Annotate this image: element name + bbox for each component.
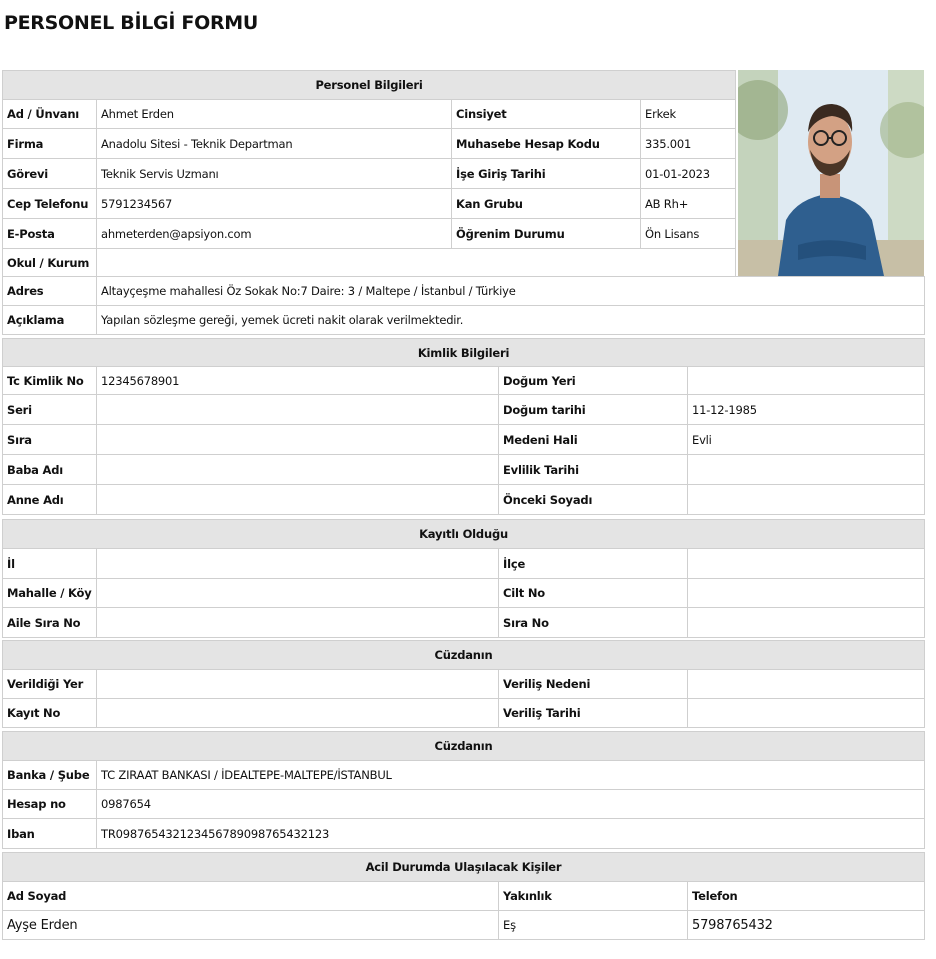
value-evlilik-tarihi xyxy=(688,455,925,485)
label-dogum-tarihi: Doğum tarihi xyxy=(499,395,688,425)
value-tc-kimlik-no: 12345678901 xyxy=(97,367,499,395)
value-dogum-tarihi: 11-12-1985 xyxy=(688,395,925,425)
section-header-kayitli: Kayıtlı Olduğu xyxy=(3,520,925,549)
value-iban: TR0987654321234567890987654321​23 xyxy=(97,819,925,849)
value-kayit-no xyxy=(97,699,499,728)
value-onceki-soyadi xyxy=(688,485,925,515)
label-sira-no: Sıra No xyxy=(499,608,688,638)
label-il: İl xyxy=(3,549,97,579)
value-sira xyxy=(97,425,499,455)
value-ad-unvani: Ahmet Erden xyxy=(97,100,452,129)
kayitli-table xyxy=(2,519,925,638)
value-sira-no xyxy=(688,608,925,638)
label-cep-telefonu: Cep Telefonu xyxy=(3,189,97,219)
value-anne-adi xyxy=(97,485,499,515)
adres-table xyxy=(2,276,925,335)
section-header-kimlik: Kimlik Bilgileri xyxy=(3,339,925,367)
label-verilis-tarihi: Veriliş Tarihi xyxy=(499,699,688,728)
value-dogum-yeri xyxy=(688,367,925,395)
value-muhasebe-hesap-kodu: 335.001 xyxy=(641,129,736,159)
value-e-posta: ahmeterden@apsiyon.com xyxy=(97,219,452,249)
label-ise-giris-tarihi: İşe Giriş Tarihi xyxy=(452,159,641,189)
value-cep-telefonu: 5791234567 xyxy=(97,189,452,219)
label-cinsiyet: Cinsiyet xyxy=(452,100,641,129)
contact-name: Ayşe Erden xyxy=(3,911,499,940)
label-ilce: İlçe xyxy=(499,549,688,579)
value-verilis-tarihi xyxy=(688,699,925,728)
value-baba-adi xyxy=(97,455,499,485)
value-kan-grubu: AB Rh+ xyxy=(641,189,736,219)
column-header-ad-soyad: Ad Soyad xyxy=(3,882,499,911)
value-verilis-nedeni xyxy=(688,670,925,699)
label-onceki-soyadi: Önceki Soyadı xyxy=(499,485,688,515)
label-e-posta: E-Posta xyxy=(3,219,97,249)
label-firma: Firma xyxy=(3,129,97,159)
kimlik-table xyxy=(2,338,925,515)
cuzdan-table xyxy=(2,640,925,728)
value-firma: Anadolu Sitesi - Teknik Departman xyxy=(97,129,452,159)
label-cilt-no: Cilt No xyxy=(499,579,688,608)
section-header-banka: Cüzdanın xyxy=(3,732,925,761)
contact-relation: Eş xyxy=(499,911,688,940)
value-okul-kurum xyxy=(97,249,736,277)
section-header-personel: Personel Bilgileri xyxy=(3,71,736,100)
label-aciklama: Açıklama xyxy=(3,306,97,335)
label-ogrenim-durumu: Öğrenim Durumu xyxy=(452,219,641,249)
value-medeni-hali: Evli xyxy=(688,425,925,455)
column-header-telefon: Telefon xyxy=(688,882,925,911)
label-mahalle-koy: Mahalle / Köy xyxy=(3,579,97,608)
value-gorevi: Teknik Servis Uzmanı xyxy=(97,159,452,189)
value-ilce xyxy=(688,549,925,579)
value-aile-sira-no xyxy=(97,608,499,638)
table-row xyxy=(3,911,925,940)
label-dogum-yeri: Doğum Yeri xyxy=(499,367,688,395)
label-banka-sube: Banka / Şube xyxy=(3,761,97,790)
section-header-cuzdan: Cüzdanın xyxy=(3,641,925,670)
label-medeni-hali: Medeni Hali xyxy=(499,425,688,455)
value-aciklama: Yapılan sözleşme gereği, yemek ücreti nakit olarak verilmektedir. xyxy=(97,306,925,335)
value-cilt-no xyxy=(688,579,925,608)
value-cinsiyet: Erkek xyxy=(641,100,736,129)
label-iban: Iban xyxy=(3,819,97,849)
label-kayit-no: Kayıt No xyxy=(3,699,97,728)
label-anne-adi: Anne Adı xyxy=(3,485,97,515)
label-tc-kimlik-no: Tc Kimlik No xyxy=(3,367,97,395)
value-il xyxy=(97,549,499,579)
value-seri xyxy=(97,395,499,425)
label-gorevi: Görevi xyxy=(3,159,97,189)
value-adres: Altayçeşme mahallesi Öz Sokak No:7 Daire: 3 / Maltepe / İstanbul / Türkiye xyxy=(97,277,925,306)
label-hesap-no: Hesap no xyxy=(3,790,97,819)
label-ad-unvani: Ad / Ünvanı xyxy=(3,100,97,129)
value-mahalle-koy xyxy=(97,579,499,608)
label-baba-adi: Baba Adı xyxy=(3,455,97,485)
label-kan-grubu: Kan Grubu xyxy=(452,189,641,219)
label-adres: Adres xyxy=(3,277,97,306)
banka-table xyxy=(2,731,925,849)
label-muhasebe-hesap-kodu: Muhasebe Hesap Kodu xyxy=(452,129,641,159)
personnel-photo xyxy=(738,70,924,276)
page-title: PERSONEL BİLGİ FORMU xyxy=(4,12,259,34)
label-seri: Seri xyxy=(3,395,97,425)
value-ise-giris-tarihi: 01-01-2023 xyxy=(641,159,736,189)
label-sira: Sıra xyxy=(3,425,97,455)
label-okul-kurum: Okul / Kurum xyxy=(3,249,97,277)
value-verildigi-yer xyxy=(97,670,499,699)
value-banka-sube: TC ZIRAAT BANKASI / İDEALTEPE-MALTEPE/İSTANBUL xyxy=(97,761,925,790)
acil-table xyxy=(2,852,925,940)
value-ogrenim-durumu: Ön Lisans xyxy=(641,219,736,249)
label-evlilik-tarihi: Evlilik Tarihi xyxy=(499,455,688,485)
column-header-yakinlik: Yakınlık xyxy=(499,882,688,911)
contact-phone: 5798765432 xyxy=(688,911,925,940)
label-aile-sira-no: Aile Sıra No xyxy=(3,608,97,638)
section-header-acil: Acil Durumda Ulaşılacak Kişiler xyxy=(3,853,925,882)
value-hesap-no: 0987654 xyxy=(97,790,925,819)
personel-table xyxy=(2,70,736,277)
label-verilis-nedeni: Veriliş Nedeni xyxy=(499,670,688,699)
label-verildigi-yer: Verildiği Yer xyxy=(3,670,97,699)
